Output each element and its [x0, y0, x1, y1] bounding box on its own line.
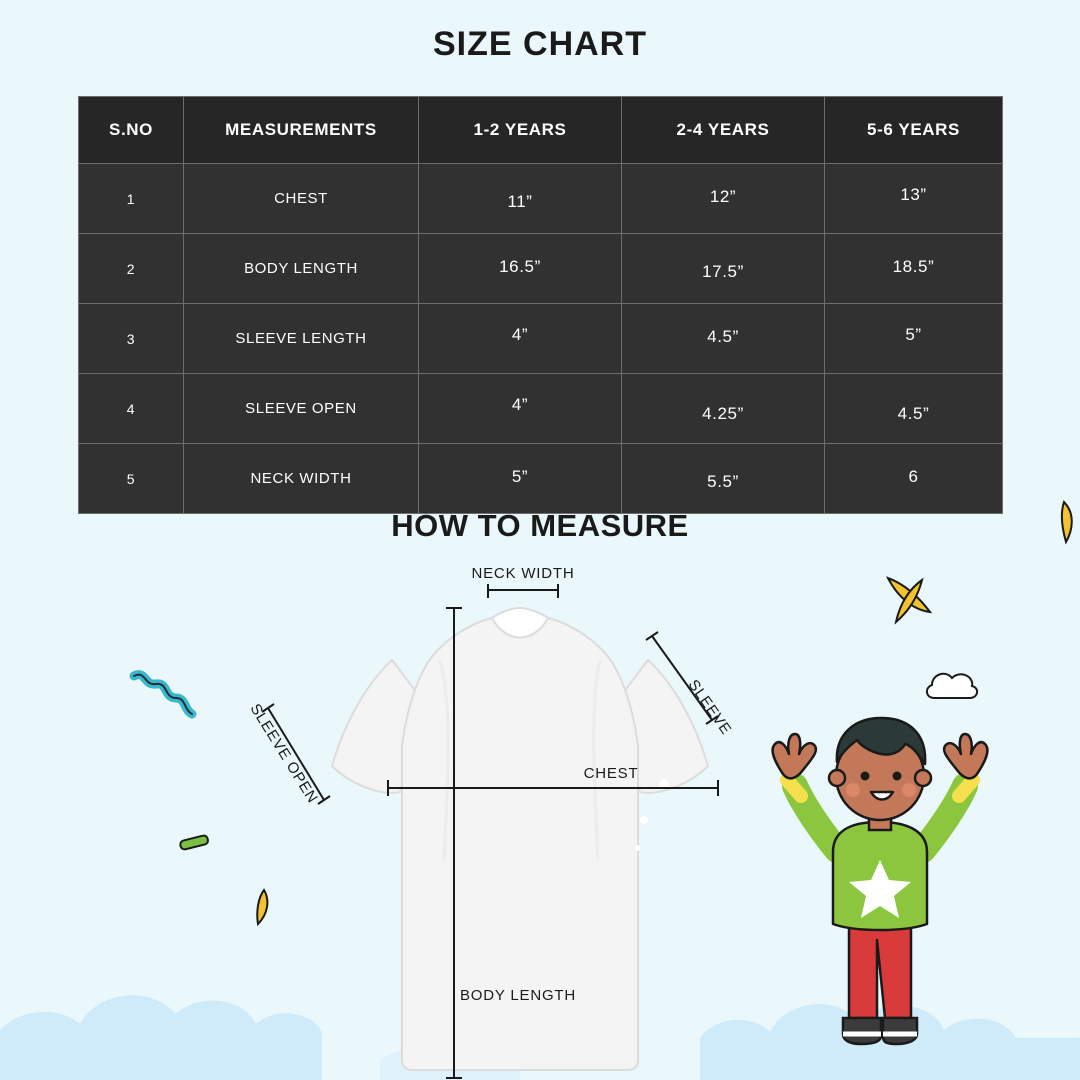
- label-sleeve: SLEEVE: [684, 676, 735, 739]
- cell-value-1-2: 5”: [419, 444, 622, 514]
- confetti-dash-green: [176, 828, 216, 858]
- column-header-size-5-6: 5-6 YEARS: [825, 97, 1003, 164]
- cell-value-2-4: 5.5”: [622, 444, 825, 514]
- confetti-squiggle-blue: [126, 660, 206, 740]
- cell-value-5-6: 13”: [825, 164, 1003, 234]
- cell-value-1-2: 11”: [419, 164, 622, 234]
- size-chart-table: [78, 96, 1003, 514]
- column-header-size-1-2: 1-2 YEARS: [419, 97, 622, 164]
- cell-value-2-4: 4.5”: [622, 304, 825, 374]
- cell-measurement: NECK WIDTH: [184, 444, 419, 514]
- confetti-leaf-pair: [876, 566, 946, 636]
- cell-value-5-6: 6: [825, 444, 1003, 514]
- how-to-measure-title: HOW TO MEASURE: [391, 508, 689, 543]
- cell-value-2-4: 17.5”: [622, 234, 825, 304]
- label-chest: CHEST: [583, 765, 639, 782]
- page-title: SIZE CHART: [433, 25, 647, 63]
- label-body-length: BODY LENGTH: [459, 987, 577, 1004]
- cell-measurement: BODY LENGTH: [184, 234, 419, 304]
- cell-measurement: CHEST: [184, 164, 419, 234]
- cell-measurement: SLEEVE LENGTH: [184, 304, 419, 374]
- cell-sno: 5: [79, 444, 184, 514]
- cell-measurement: SLEEVE OPEN: [184, 374, 419, 444]
- label-neck-width: NECK WIDTH: [471, 565, 575, 582]
- kid-illustration: [745, 700, 1005, 1060]
- tshirt-measurement-diagram: [240, 560, 820, 1080]
- cell-value-5-6: 18.5”: [825, 234, 1003, 304]
- cell-value-2-4: 4.25”: [622, 374, 825, 444]
- table-row: [79, 444, 1003, 514]
- table-row: [79, 234, 1003, 304]
- column-header-measurements: MEASUREMENTS: [184, 97, 419, 164]
- cell-sno: 1: [79, 164, 184, 234]
- cell-sno: 4: [79, 374, 184, 444]
- cell-value-1-2: 4”: [419, 374, 622, 444]
- table-header-row: [79, 97, 1003, 164]
- label-sleeve-open: SLEEVE OPEN: [246, 700, 322, 807]
- table-row: [79, 304, 1003, 374]
- cell-value-5-6: 4.5”: [825, 374, 1003, 444]
- cell-sno: 3: [79, 304, 184, 374]
- cell-value-1-2: 4”: [419, 304, 622, 374]
- cell-value-2-4: 12”: [622, 164, 825, 234]
- table-row: [79, 164, 1003, 234]
- column-header-size-2-4: 2-4 YEARS: [622, 97, 825, 164]
- column-header-sno: S.NO: [79, 97, 184, 164]
- size-chart-container: [78, 96, 1002, 514]
- table-row: [79, 374, 1003, 444]
- cell-value-1-2: 16.5”: [419, 234, 622, 304]
- cell-sno: 2: [79, 234, 184, 304]
- cell-value-5-6: 5”: [825, 304, 1003, 374]
